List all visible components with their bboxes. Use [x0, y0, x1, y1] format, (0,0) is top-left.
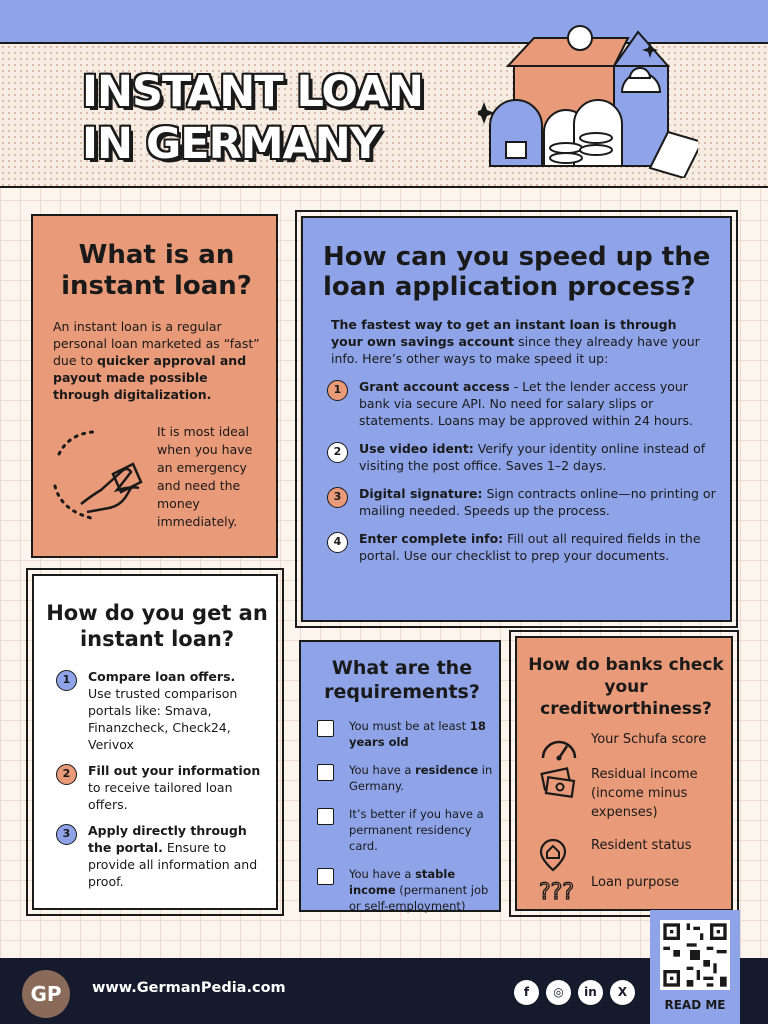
title-line-1: INSTANT LOAN	[82, 67, 424, 117]
what-is-card	[31, 214, 278, 558]
requirement-bold: residence	[415, 763, 479, 777]
what-is-desc-bold: quicker approval and payout made possible through digitalization.	[53, 353, 247, 402]
step-number: 4	[327, 532, 348, 553]
title-line-2: IN GERMANY	[82, 119, 380, 169]
credit-item-label: Residual income (income minus expenses)	[591, 767, 698, 820]
checkbox-icon	[317, 868, 334, 885]
speed-up-card	[301, 216, 732, 622]
list-item	[317, 762, 493, 794]
credit-check-card	[515, 636, 733, 911]
credit-list	[539, 730, 729, 905]
requirement-text: You must be at least	[349, 719, 470, 733]
credit-item-label: Resident status	[591, 838, 692, 853]
house-coins-illustration	[478, 18, 698, 178]
step-number: 2	[327, 442, 348, 463]
requirement-text: You have a	[349, 867, 416, 881]
svg-text:???: ???	[539, 880, 575, 905]
step-number: 1	[327, 380, 348, 401]
list-item	[539, 873, 729, 905]
speed-up-lead	[331, 316, 711, 367]
requirement-bold: 18 years old	[349, 719, 486, 749]
list-item	[56, 668, 261, 753]
checkbox-icon	[317, 808, 334, 825]
step-number: 3	[327, 487, 348, 508]
requirement-text: It’s better if you have a permanent residency card.	[349, 807, 484, 853]
list-item	[317, 866, 493, 914]
hand-money-icon	[51, 426, 155, 526]
step-number: 3	[56, 824, 77, 845]
list-item	[317, 806, 493, 854]
what-is-heading: What is an instant loan?	[61, 240, 252, 301]
step-text: Verify your identity online instead of visiting the post office. Saves 1–2 days.	[359, 441, 706, 473]
facebook-icon[interactable]: f	[514, 980, 539, 1005]
what-is-desc-plain: An instant loan is a regular personal loan marketed as “fast” due to	[53, 319, 260, 368]
what-is-description	[53, 318, 268, 403]
requirement-bold: stable income	[349, 867, 456, 897]
list-item	[539, 730, 729, 749]
how-get-heading: How do you get an instant loan?	[46, 601, 268, 651]
step-title: Grant account access	[359, 379, 510, 394]
list-item	[539, 836, 729, 855]
money-icon	[539, 765, 579, 801]
logo[interactable]: GP	[22, 970, 70, 1018]
step-title: Apply directly through the portal.	[88, 823, 247, 855]
list-item	[56, 762, 261, 813]
speed-up-lead-plain: since they already have your info. Here’s other ways to make speed it up:	[331, 334, 700, 366]
checkbox-icon	[317, 764, 334, 781]
credit-heading: How do banks check your creditworthiness?	[528, 655, 724, 719]
step-number: 2	[56, 764, 77, 785]
checkbox-icon	[317, 720, 334, 737]
step-text: Fill out all required fields in the portal. Use our checklist to prep your documents.	[359, 531, 701, 563]
requirements-list	[317, 718, 493, 926]
website-link[interactable]: www.GermanPedia.com	[92, 980, 286, 996]
requirement-text: You have a	[349, 763, 416, 777]
step-title: Digital signature:	[359, 486, 483, 501]
how-get-card	[32, 574, 278, 910]
speed-up-lead-bold: The fastest way to get an instant loan is through your own savings account	[331, 317, 677, 349]
credit-item-label: Loan purpose	[591, 875, 680, 890]
list-item	[539, 765, 729, 822]
page-title	[82, 66, 502, 170]
question-icon	[539, 873, 579, 909]
x-icon[interactable]: X	[610, 980, 635, 1005]
how-get-steps	[56, 668, 261, 899]
credit-item-label: Your Schufa score	[591, 732, 707, 747]
list-item	[56, 822, 261, 890]
list-item	[327, 485, 717, 519]
linkedin-icon[interactable]: in	[578, 980, 603, 1005]
requirement-text: (permanent job or self-employment)	[349, 883, 489, 913]
gauge-icon	[539, 730, 579, 766]
list-item	[327, 378, 717, 429]
step-title: Enter complete info:	[359, 531, 504, 546]
step-number: 1	[56, 670, 77, 691]
step-text: Ensure to provide all information and proof.	[88, 840, 258, 889]
read-me-label: READ ME	[664, 998, 726, 1012]
speed-up-steps	[327, 378, 717, 575]
step-title: Fill out your information	[88, 763, 261, 778]
requirement-text: in Germany.	[349, 763, 493, 793]
step-text: - Let the lender access your bank via secure API. No need for salary slips or statements. Loans may be approved within 24 hours.	[359, 379, 694, 428]
requirements-card	[299, 640, 501, 912]
speed-up-heading: How can you speed up the loan application process?	[323, 242, 711, 302]
list-item	[317, 718, 493, 750]
step-text: Sign contracts online—no printing or mailing needed. Speeds up the process.	[359, 486, 716, 518]
step-text: Use trusted comparison portals like: Smava, Finanzcheck, Check24, Verivox	[88, 686, 238, 752]
what-is-ideal: It is most ideal when you have an emergency and need the money immediately.	[157, 424, 253, 529]
step-title: Use video ident:	[359, 441, 474, 456]
qr-code-panel[interactable]	[650, 910, 740, 1024]
list-item	[327, 530, 717, 564]
step-text: to receive tailored loan offers.	[88, 780, 233, 812]
step-title: Compare loan offers.	[88, 669, 236, 684]
requirements-heading: What are the requirements?	[324, 657, 480, 703]
qr-code-icon	[660, 920, 730, 990]
home-pin-icon	[539, 836, 579, 872]
instagram-icon[interactable]: ◎	[546, 980, 571, 1005]
list-item	[327, 440, 717, 474]
